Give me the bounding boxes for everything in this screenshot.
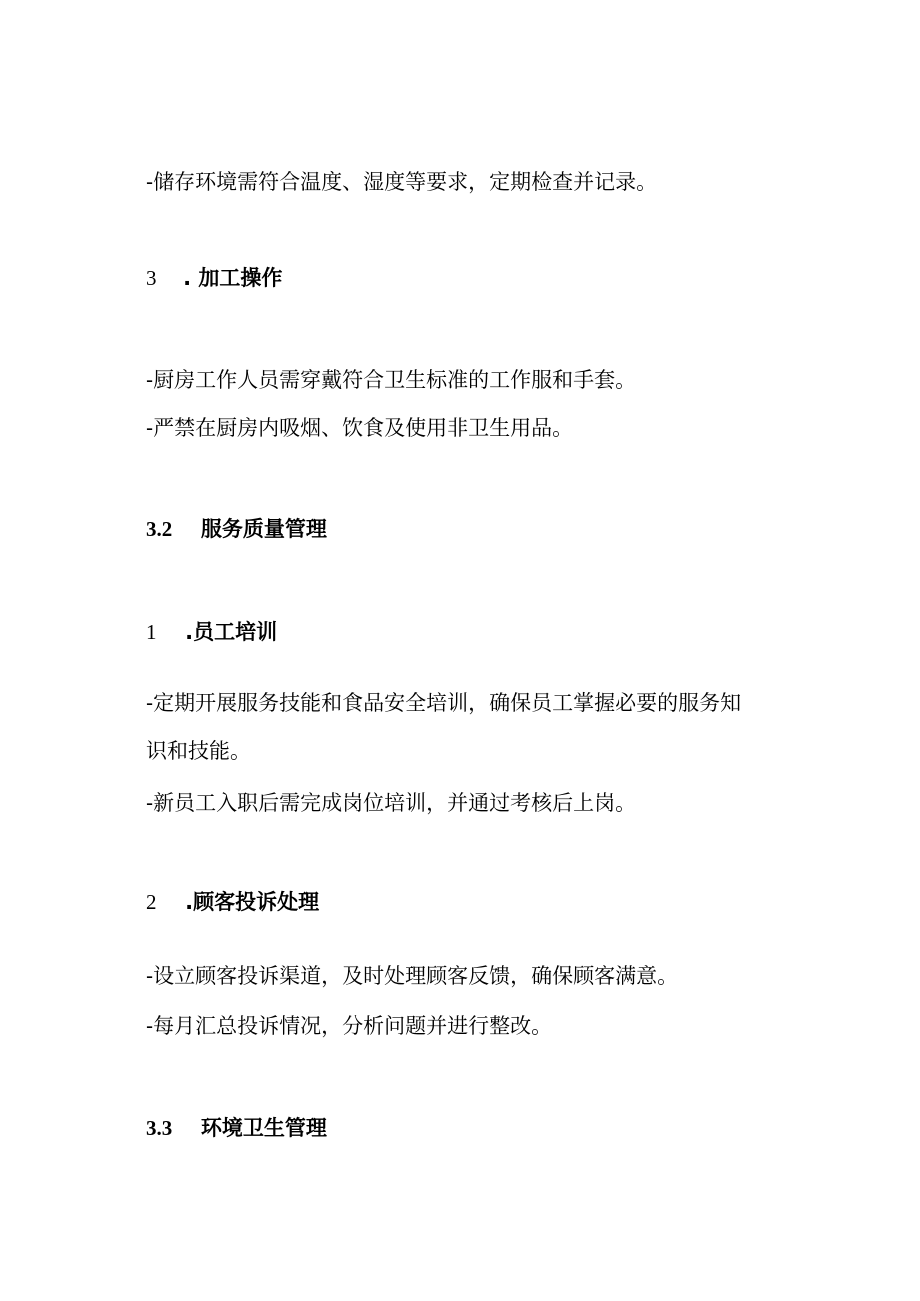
heading-environmental-hygiene (146, 1114, 327, 1142)
paragraph-complaint-channel: -设立顾客投诉渠道，及时处理顾客反馈，确保顾客满意。 (146, 964, 679, 988)
heading-number: 2 (146, 890, 157, 914)
paragraph-new-staff: -新员工入职后需完成岗位培训，并通过考核后上岗。 (146, 791, 637, 815)
heading-number: 3.2 (146, 517, 173, 541)
heading-service-quality (146, 515, 327, 543)
heading-text: . 加工操作 (183, 266, 283, 290)
heading-text: .员工培训 (185, 620, 278, 644)
heading-processing-operations (146, 264, 282, 292)
paragraph-work-clothes: -厨房工作人员需穿戴符合卫生标准的工作服和手套。 (146, 368, 637, 392)
paragraph-training-line2: 识和技能。 (146, 739, 251, 763)
heading-staff-training (146, 618, 277, 646)
paragraph-training-line1: -定期开展服务技能和食品安全培训，确保员工掌握必要的服务知 (146, 691, 742, 715)
paragraph-no-smoking: -严禁在厨房内吸烟、饮食及使用非卫生用品。 (146, 416, 574, 440)
heading-number: 3 (146, 266, 157, 290)
heading-number: 3.3 (146, 1116, 173, 1140)
heading-number: 1 (146, 620, 157, 644)
paragraph-storage-environment: -储存环境需符合温度、湿度等要求，定期检查并记录。 (146, 170, 658, 194)
heading-complaint-handling (146, 888, 319, 916)
heading-text: .顾客投诉处理 (185, 890, 320, 914)
heading-text: 服务质量管理 (200, 517, 327, 541)
paragraph-monthly-summary: -每月汇总投诉情况，分析问题并进行整改。 (146, 1014, 553, 1038)
heading-text: 环境卫生管理 (200, 1116, 327, 1140)
